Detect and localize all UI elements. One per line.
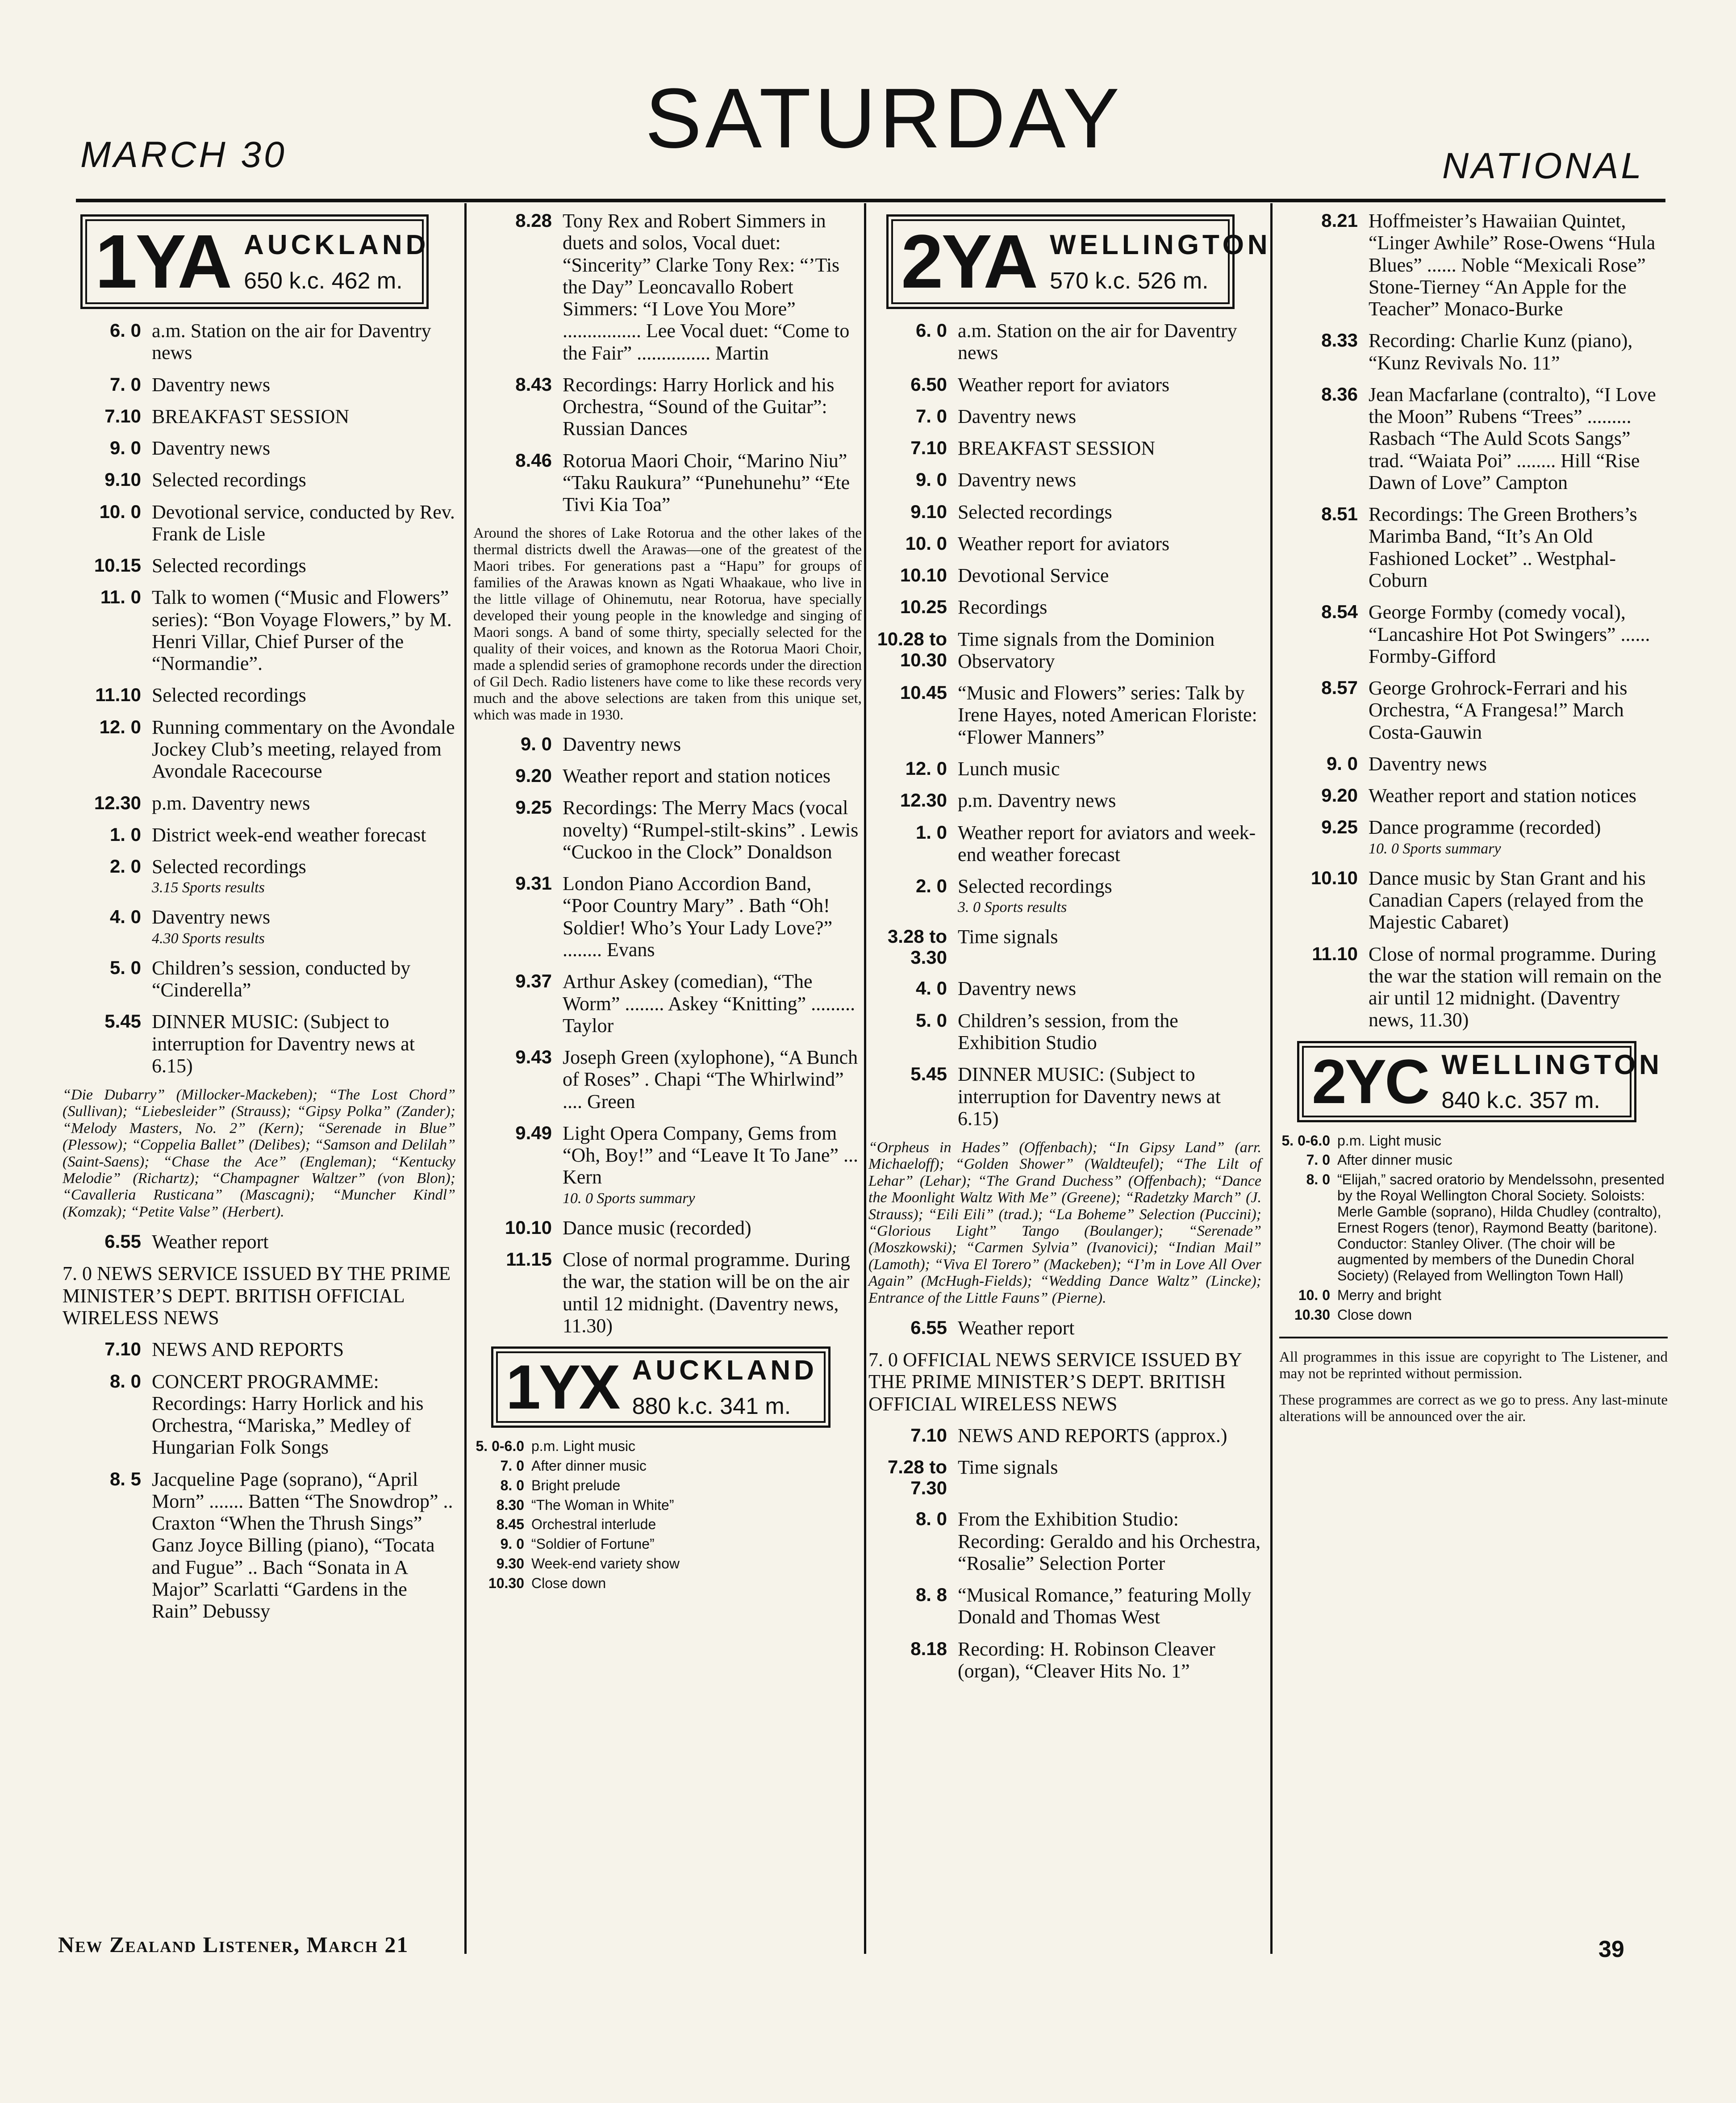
entry-time: 10.30 xyxy=(1294,1306,1330,1323)
entry-time: 9. 0 xyxy=(520,733,552,754)
entry-text: Time signals xyxy=(958,1456,1058,1479)
entry-time: 6. 0 xyxy=(915,320,947,341)
schedule-entry xyxy=(1279,601,1668,667)
entry-text: Joseph Green (xylophone), “A Bunch of Roses” . Chapi “The Whirlwind” .... Green xyxy=(563,1046,858,1112)
entry-time: 8.28 xyxy=(515,210,552,231)
schedule-entry xyxy=(868,437,1261,459)
schedule-list xyxy=(63,320,455,1077)
entry-time: 10. 0 xyxy=(1298,1287,1330,1304)
entry-text: “Music and Flowers” series: Talk by Irene Hayes, noted American Floriste: “Flower Manners” xyxy=(958,682,1257,748)
entry-text: George Formby (comedy vocal), “Lancashire Hot Pot Swingers” ...... Formby-Gifford xyxy=(1369,601,1650,667)
entry-text: Selected recordings xyxy=(152,555,306,577)
entry-text: Recording: Charlie Kunz (piano), “Kunz Revivals No. 11” xyxy=(1369,330,1633,374)
schedule-entry xyxy=(1279,753,1668,775)
schedule-entry xyxy=(63,501,455,545)
entry-text: Daventry news xyxy=(958,469,1077,491)
entry-time: 7. 0 xyxy=(1306,1152,1330,1168)
station-logo-1yx xyxy=(491,1346,830,1428)
station-frequency: 650 k.c. 462 m. xyxy=(244,268,403,294)
header-date: MARCH 30 xyxy=(80,134,287,175)
schedule-entry xyxy=(868,1425,1261,1447)
entry-time: 7.28 to 7.30 xyxy=(887,1456,947,1499)
entry-time: 11.10 xyxy=(1312,943,1358,964)
schedule-entry xyxy=(868,406,1261,427)
entry-time: 8.43 xyxy=(515,373,552,395)
entry-time: 10.10 xyxy=(505,1217,552,1238)
schedule-entry xyxy=(868,822,1261,866)
schedule-entry xyxy=(473,1046,862,1112)
schedule-entry xyxy=(1279,867,1668,933)
entry-time: 9.10 xyxy=(910,501,947,522)
schedule-list-3 xyxy=(63,1338,455,1622)
station-city: WELLINGTON xyxy=(1441,1049,1663,1080)
entry-text: Selected recordings 3. 0 Sports results xyxy=(958,875,1261,916)
entry-text: Selected recordings xyxy=(152,684,306,707)
entry-text: BREAKFAST SESSION xyxy=(152,405,350,427)
schedule-entry xyxy=(1279,1307,1668,1323)
entry-time: 9.20 xyxy=(1321,785,1358,806)
schedule-entry xyxy=(1279,677,1668,743)
entry-time: 9.25 xyxy=(1321,816,1358,838)
copyright-note: All programmes in this issue are copyright to The Listener, and may not be reprinted without permission. xyxy=(1279,1349,1668,1382)
entry-time: 10.10 xyxy=(1310,867,1358,888)
schedule-entry xyxy=(473,970,862,1037)
entry-time: 6.55 xyxy=(104,1231,141,1252)
entry-time: 7.10 xyxy=(104,1338,141,1360)
entry-time: 5.45 xyxy=(104,1011,141,1032)
entry-text: Talk to women (“Music and Flowers” series): “Bon Voyage Flowers,” by M. Henri Villar, Chief Purser of the “Normandie”. xyxy=(152,586,452,675)
schedule-entry xyxy=(1279,210,1668,320)
schedule-entry xyxy=(868,320,1261,364)
entry-text: Bright prelude xyxy=(531,1477,621,1493)
schedule-entry xyxy=(1279,785,1668,807)
schedule-list xyxy=(473,210,862,515)
schedule-entry xyxy=(473,797,862,863)
schedule-entry xyxy=(473,1438,862,1455)
schedule-entry xyxy=(1279,384,1668,493)
entry-time: 8.45 xyxy=(496,1516,524,1533)
entry-time: 7.10 xyxy=(910,1425,947,1446)
entry-text: Daventry news xyxy=(152,437,271,460)
entry-time: 9. 0 xyxy=(109,437,141,459)
schedule-entry xyxy=(868,790,1261,811)
entry-text: Hoffmeister’s Hawaiian Quintet, “Linger Awhile” Rose-Owens “Hula Blues” ...... Noble “Mexicali Rose” Stone-Tierney “An Apple for the Teacher” Monaco-Burke xyxy=(1369,210,1656,320)
entry-time: 10.25 xyxy=(900,596,947,618)
entry-time: 3.28 to 3.30 xyxy=(887,926,947,968)
schedule-entry xyxy=(473,1556,862,1572)
schedule-entry xyxy=(1279,503,1668,591)
schedule-list xyxy=(1279,210,1668,1031)
disclaimer-note: These programmes are correct as we go to press. Any last-minute alterations will be announced over the air. xyxy=(1279,1392,1668,1425)
schedule-entry xyxy=(473,1576,862,1592)
column-divider-2 xyxy=(864,203,866,1954)
schedule-entry xyxy=(868,469,1261,491)
dinner-music-list: “Orpheus in Hades” (Offenbach); “In Gipsy Land” (arr. Michaeloff); “Golden Shower” (Waldteufel); “The Lilt of Lehar” (Lehar); “The Grand Duchess” (Offenbach); “Dance the Moonlight Waltz With Me” (Greene); “Radetzky March” (J. Strauss); “Eili Eili” (trad.); “La Boheme” Selection (Puccini); “Glorious Light” Tango (Boulanger); “Serenade” (Moszkowski); “Carmen Sylvia” (Ivanovici); “Indian Mail” (Lamoth); “Viva El Torero” (Mackeben); “I’m in Love All Over Again” (McHugh-Fields); “Wedding Dance Waltz” (Lincke); Entrance of the Little Fauns” (Pierne). xyxy=(868,1139,1261,1306)
schedule-entry xyxy=(868,533,1261,555)
schedule-entry xyxy=(1279,1133,1668,1149)
entry-text: Light Opera Company, Gems from “Oh, Boy!” and “Leave It To Jane” ... Kern 10. 0 Sports summary xyxy=(563,1122,862,1207)
divider xyxy=(1279,1337,1668,1338)
entry-text: Selected recordings xyxy=(958,501,1112,523)
entry-time: 5. 0-6.0 xyxy=(1281,1132,1330,1149)
entry-time: 9.49 xyxy=(515,1122,552,1143)
schedule-list-2 xyxy=(868,1317,1261,1339)
entry-text: p.m. Daventry news xyxy=(152,792,310,814)
entry-text: District week-end weather forecast xyxy=(152,824,426,846)
column-2ya xyxy=(868,210,1271,1692)
schedule-entry xyxy=(63,586,455,674)
entry-text: George Grohrock-Ferrari and his Orchestra, “A Frangesa!” March Costa-Gauwin xyxy=(1369,677,1628,743)
entry-text: “The Woman in White” xyxy=(531,1497,674,1513)
entry-text: p.m. Light music xyxy=(1337,1132,1441,1149)
station-frequency: 570 k.c. 526 m. xyxy=(1050,268,1209,294)
entry-text: NEWS AND REPORTS (approx.) xyxy=(958,1425,1227,1447)
schedule-entry xyxy=(868,1638,1261,1682)
entry-text: NEWS AND REPORTS xyxy=(152,1338,344,1361)
entry-text: Close down xyxy=(1337,1306,1412,1323)
entry-text: Daventry news xyxy=(563,733,681,755)
entry-time: 5.45 xyxy=(910,1063,947,1085)
entry-time: 8.46 xyxy=(515,449,552,471)
station-call: 2YA xyxy=(901,219,1037,304)
schedule-list-2 xyxy=(63,1231,455,1253)
schedule-entry xyxy=(63,856,455,896)
entry-text: London Piano Accordion Band, “Poor Country Mary” . Bath “Oh! Soldier! Who’s Your Lady Love?” ........ Evans xyxy=(563,873,833,961)
news-service: 7. 0 OFFICIAL NEWS SERVICE ISSUED BY THE PRIME MINISTER’S DEPT. BRITISH OFFICIAL WIRELESS NEWS xyxy=(868,1349,1242,1415)
entry-text: BREAKFAST SESSION xyxy=(958,437,1156,460)
schedule-entry xyxy=(1279,1152,1668,1168)
station-city: AUCKLAND xyxy=(244,230,430,261)
schedule-entry xyxy=(63,1231,455,1253)
station-logo-2ya xyxy=(886,214,1271,309)
station-frequency: 840 k.c. 357 m. xyxy=(1441,1087,1600,1114)
entry-subnote: 10. 0 Sports summary xyxy=(563,1190,695,1207)
entry-time: 6.55 xyxy=(910,1317,947,1338)
entry-text: Dance music by Stan Grant and his Canadian Capers (relayed from the Majestic Cabaret) xyxy=(1369,867,1646,933)
schedule-entry xyxy=(63,406,455,427)
schedule-entry xyxy=(63,906,455,947)
schedule-entry xyxy=(63,1468,455,1622)
entry-time: 5. 0 xyxy=(109,957,141,978)
entry-time: 8.18 xyxy=(910,1638,947,1659)
schedule-entry xyxy=(868,596,1261,618)
header-day: SATURDAY xyxy=(645,71,1123,166)
schedule-entry xyxy=(1279,816,1668,857)
header-network: NATIONAL xyxy=(1442,146,1644,186)
column-divider-1 xyxy=(464,203,467,1954)
schedule-entry xyxy=(473,733,862,755)
station-logo-2yc xyxy=(1297,1041,1663,1122)
schedule-entry xyxy=(473,210,862,364)
entry-text: Weather report for aviators xyxy=(958,373,1170,396)
entry-text: Dance programme (recorded) 10. 0 Sports summary xyxy=(1369,816,1668,857)
column-4 xyxy=(1279,210,1668,1435)
entry-text: Recording: H. Robinson Cleaver (organ), “Cleaver Hits No. 1” xyxy=(958,1638,1215,1682)
entry-time: 6.50 xyxy=(910,373,947,395)
entry-text: DINNER MUSIC: (Subject to interruption for Daventry news at 6.15) xyxy=(958,1063,1221,1129)
entry-text: Daventry news xyxy=(958,978,1077,1000)
schedule-list xyxy=(868,320,1261,1129)
entry-text: Dance music (recorded) xyxy=(563,1217,751,1239)
entry-text: Running commentary on the Avondale Jockey Club’s meeting, relayed from Avondale Racecourse xyxy=(152,716,455,782)
entry-time: 9.10 xyxy=(104,469,141,490)
entry-time: 8.54 xyxy=(1321,601,1358,623)
schedule-entry xyxy=(473,873,862,961)
schedule-entry xyxy=(63,1371,455,1459)
entry-text: Selected recordings 3.15 Sports results xyxy=(152,856,455,896)
small-schedule xyxy=(473,1438,862,1592)
entry-time: 6. 0 xyxy=(109,320,141,341)
entry-time: 8.36 xyxy=(1321,383,1358,405)
entry-text: Orchestral interlude xyxy=(531,1516,656,1533)
entry-text: Weather report xyxy=(152,1231,269,1253)
entry-text: Weather report and station notices xyxy=(563,765,831,787)
schedule-entry xyxy=(63,957,455,1001)
entry-time: 10.30 xyxy=(488,1575,524,1591)
schedule-entry xyxy=(473,450,862,516)
entry-text: After dinner music xyxy=(1337,1152,1452,1168)
schedule-entry xyxy=(868,875,1261,916)
entry-time: 7.10 xyxy=(104,405,141,426)
entry-text: Devotional Service xyxy=(958,564,1109,587)
entry-text: Time signals from the Dominion Observatory xyxy=(958,628,1215,672)
entry-time: 9.25 xyxy=(515,797,552,818)
entry-time: 8.21 xyxy=(1321,210,1358,231)
entry-time: 7.10 xyxy=(910,437,947,459)
entry-time: 5. 0-6.0 xyxy=(476,1438,524,1455)
schedule-entry xyxy=(63,716,455,782)
entry-text: “Musical Romance,” featuring Molly Donald and Thomas West xyxy=(958,1584,1252,1628)
entry-text: Children’s session, conducted by “Cinderella” xyxy=(152,957,411,1001)
schedule-entry xyxy=(473,1458,862,1474)
schedule-entry xyxy=(868,564,1261,586)
schedule-list-3 xyxy=(868,1425,1261,1682)
entry-text: From the Exhibition Studio: Recording: Geraldo and his Orchestra, “Rosalie” Selection Porter xyxy=(958,1508,1261,1574)
entry-time: 8.57 xyxy=(1321,677,1358,698)
footer-page-number: 39 xyxy=(1598,1936,1624,1962)
entry-text: Daventry news xyxy=(1369,753,1487,775)
column-divider-3 xyxy=(1270,203,1273,1954)
entry-subnote: 3. 0 Sports results xyxy=(958,899,1067,916)
schedule-list-2 xyxy=(473,733,862,1337)
entry-text: After dinner music xyxy=(531,1457,647,1474)
top-rule xyxy=(76,199,1665,202)
dinner-music-list: “Die Dubarry” (Millocker-Mackeben); “The Lost Chord” (Sullivan); “Liebesleider” (Strauss); “Gipsy Polka” (Zander); “Melody Masters, No. 2” (Kern); “Serenade in Blue” (Plessow); “Coppelia Ballet” (Delibes); “Samson and Delilah” (Saint-Saens); “Chase the Ace” (Engleman); “Kentucky Melodie” (Richartz); “Champagner Waltzer” (von Blon); “Cavalleria Rusticana” (Mascagni); “Muncher Kindl” (Komzak); “Petite Valse” (Herbert). xyxy=(63,1087,455,1220)
entry-text: Recordings: The Green Brothers’s Marimba Band, “It’s An Old Fashioned Locket” .. Westphal-Coburn xyxy=(1369,503,1637,591)
entry-time: 10.45 xyxy=(900,682,947,703)
entry-text: Jacqueline Page (soprano), “April Morn” ....... Batten “The Snowdrop” .. Craxton “When the Thrush Sings” Ganz Joyce Billing (piano), “Tocata and Fugue” .. Bach “Sonata in A Major” Scarlatti “Gardens in the Rain” Debussy xyxy=(152,1468,453,1622)
station-city: WELLINGTON xyxy=(1050,230,1271,261)
entry-time: 2. 0 xyxy=(915,875,947,897)
entry-text: Daventry news xyxy=(152,373,271,396)
entry-time: 1. 0 xyxy=(109,824,141,845)
entry-time: 9. 0 xyxy=(1326,753,1358,774)
entry-time: 9.43 xyxy=(515,1046,552,1068)
schedule-entry xyxy=(63,469,455,491)
entry-text: Weather report for aviators and week-end weather forecast xyxy=(958,821,1256,865)
entry-text: a.m. Station on the air for Daventry news xyxy=(958,320,1237,364)
entry-text: Recordings: Harry Horlick and his Orchestra, “Sound of the Guitar”: Russian Dances xyxy=(563,373,835,440)
entry-time: 9. 0 xyxy=(915,469,947,490)
schedule-entry xyxy=(473,1217,862,1239)
entry-text: Selected recordings xyxy=(152,469,306,491)
entry-time: 10. 0 xyxy=(99,501,141,522)
footer-source: New Zealand Listener, March 21 xyxy=(58,1932,409,1957)
entry-time: 10.10 xyxy=(900,564,947,586)
schedule-entry xyxy=(63,374,455,396)
schedule-entry xyxy=(473,1517,862,1533)
entry-time: 7. 0 xyxy=(500,1457,524,1474)
entry-time: 12. 0 xyxy=(99,716,141,737)
station-city: AUCKLAND xyxy=(632,1355,818,1386)
schedule-entry xyxy=(1279,1288,1668,1304)
entry-time: 10. 0 xyxy=(905,532,947,554)
schedule-entry xyxy=(473,765,862,787)
schedule-entry xyxy=(63,437,455,459)
entry-time: 12. 0 xyxy=(905,757,947,779)
entry-time: 8.30 xyxy=(496,1497,524,1513)
entry-subnote: 3.15 Sports results xyxy=(152,879,265,896)
entry-time: 4. 0 xyxy=(109,906,141,928)
entry-time: 9.20 xyxy=(515,765,552,786)
entry-time: 8. 5 xyxy=(109,1468,141,1489)
entry-text: Jean Macfarlane (contralto), “I Love the Moon” Rubens “Trees” ......... Rasbach “The Auld Scots Sangs” trad. “Waiata Poi” ........ Hill “Rise Dawn of Love” Campton xyxy=(1369,383,1656,493)
schedule-entry xyxy=(473,1497,862,1513)
entry-time: 7. 0 xyxy=(109,373,141,395)
entry-text: Merry and bright xyxy=(1337,1287,1441,1304)
entry-time: 11.15 xyxy=(506,1249,552,1270)
schedule-entry xyxy=(868,926,1261,968)
schedule-entry xyxy=(63,792,455,814)
entry-text: Tony Rex and Robert Simmers in duets and solos, Vocal duet: “Sincerity” Clarke Tony Rex: “’Tis the Day” Leoncavallo Robert Simmers: “I Love You More” ................ Lee Vocal duet: “Come to the Fair” ............... Martin xyxy=(563,210,850,364)
entry-text: Weather report and station notices xyxy=(1369,785,1637,807)
entry-text: DINNER MUSIC: (Subject to interruption for Daventry news at 6.15) xyxy=(152,1011,415,1077)
schedule-entry xyxy=(868,501,1261,523)
entry-time: 4. 0 xyxy=(915,978,947,999)
schedule-entry xyxy=(868,758,1261,780)
entry-time: 8. 8 xyxy=(915,1584,947,1605)
entry-time: 11. 0 xyxy=(100,586,141,608)
entry-time: 12.30 xyxy=(900,790,947,811)
schedule-entry xyxy=(473,1249,862,1337)
schedule-entry xyxy=(63,320,455,364)
entry-subnote: 10. 0 Sports summary xyxy=(1369,840,1501,857)
entry-text: “Soldier of Fortune” xyxy=(531,1536,655,1552)
entry-text: Recordings xyxy=(958,596,1047,619)
entry-time: 5. 0 xyxy=(915,1009,947,1031)
entry-text: Daventry news xyxy=(958,405,1077,427)
entry-time: 8. 0 xyxy=(500,1477,524,1493)
entry-time: 2. 0 xyxy=(109,856,141,877)
entry-text: Daventry news 4.30 Sports results xyxy=(152,906,455,947)
entry-time: 7. 0 xyxy=(915,405,947,426)
entry-text: Recordings: The Merry Macs (vocal novelty) “Rumpel-stilt-skins” . Lewis “Cuckoo in the Clock” Donaldson xyxy=(563,797,859,863)
entry-text: p.m. Daventry news xyxy=(958,790,1116,812)
entry-text: CONCERT PROGRAMME: Recordings: Harry Horlick and his Orchestra, “Mariska,” Medley of Hungarian Folk Songs xyxy=(152,1370,424,1459)
entry-text: Arthur Askey (comedian), “The Worm” ........ Askey “Knitting” ......... Taylor xyxy=(563,970,855,1037)
entry-time: 8. 0 xyxy=(1306,1171,1330,1188)
small-schedule xyxy=(1279,1133,1668,1323)
entry-time: 11.10 xyxy=(95,684,141,706)
schedule-entry xyxy=(868,1584,1261,1628)
entry-time: 9.31 xyxy=(515,873,552,894)
schedule-entry xyxy=(1279,1172,1668,1284)
entry-text: Rotorua Maori Choir, “Marino Niu” “Taku Raukura” “Punehunehu” “Ete Tivi Kia Toa” xyxy=(563,449,850,516)
entry-subnote: 4.30 Sports results xyxy=(152,930,265,947)
schedule-entry xyxy=(868,682,1261,748)
schedule-entry xyxy=(63,1011,455,1077)
station-logo-1ya xyxy=(80,214,429,309)
entry-time: 10.15 xyxy=(94,555,141,576)
entry-text: Week-end variety show xyxy=(531,1555,680,1572)
entry-time: 10.28 to 10.30 xyxy=(877,628,947,670)
entry-text: Time signals xyxy=(958,926,1058,948)
schedule-entry xyxy=(868,628,1261,673)
station-call: 1YA xyxy=(95,219,231,304)
entry-text: “Elijah,” sacred oratorio by Mendelssohn, presented by the Royal Wellington Choral Society. Soloists: Merle Gamble (soprano), Hilda Chudley (contralto), Ernest Rogers (tenor), Raymond Beatty (baritone). Conductor: Stanley Oliver. (The choir will be augmented by members of the Dunedin Choral Society) (Relayed from Wellington Town Hall) xyxy=(1337,1171,1665,1284)
schedule-entry xyxy=(868,1317,1261,1339)
station-call: 1YX xyxy=(506,1352,619,1422)
entry-time: 8. 0 xyxy=(915,1508,947,1530)
entry-time: 8.51 xyxy=(1321,503,1358,525)
entry-text: p.m. Light music xyxy=(531,1438,635,1455)
schedule-entry xyxy=(473,1536,862,1552)
schedule-entry xyxy=(473,1122,862,1207)
entry-text: Weather report for aviators xyxy=(958,532,1170,555)
entry-text: Close of normal programme. During the war, the station will be on the air until 12 midnight. (Daventry news, 11.30) xyxy=(563,1249,850,1337)
schedule-entry xyxy=(868,1456,1261,1498)
entry-time: 9.30 xyxy=(496,1555,524,1572)
entry-text: Close of normal programme. During the war the station will remain on the air until 12 midnight. (Daventry news, 11.30) xyxy=(1369,943,1662,1031)
schedule-entry xyxy=(868,1010,1261,1054)
schedule-entry xyxy=(63,555,455,577)
schedule-entry xyxy=(63,684,455,706)
maori-choir-note: Around the shores of Lake Rotorua and the other lakes of the thermal districts dwell the Arawas—one of the greatest of the Maori tribes. For generations past a “Hapu” for groups of families of the Arawas known as Ngati Whaakaue, who live in the little village of Ohinemutu, near Rotorua, have specially developed their young people in the knowledge and singing of Maori songs. A band of some thirty, specially selected for the quality of their voices, and known as the Rotorua Maori Choir, made a splendid series of gramophone records under the direction of Gil Dech. Radio listeners have come to like these records very much and the above selections are taken from this unique set, which was made in 1930. xyxy=(473,525,862,723)
entry-time: 1. 0 xyxy=(915,821,947,843)
schedule-entry xyxy=(868,978,1261,999)
schedule-entry xyxy=(473,374,862,440)
schedule-entry xyxy=(1279,943,1668,1031)
entry-text: Devotional service, conducted by Rev. Frank de Lisle xyxy=(152,501,455,545)
column-1yx xyxy=(63,210,455,1632)
schedule-entry xyxy=(868,1508,1261,1574)
entry-text: Lunch music xyxy=(958,757,1060,780)
station-call: 2YC xyxy=(1312,1046,1428,1116)
schedule-entry xyxy=(1279,330,1668,374)
entry-time: 9. 0 xyxy=(500,1536,524,1552)
entry-text: Children’s session, from the Exhibition Studio xyxy=(958,1009,1178,1054)
entry-time: 12.30 xyxy=(94,792,141,813)
column-2 xyxy=(473,210,862,1595)
entry-time: 8.33 xyxy=(1321,330,1358,351)
entry-time: 9.37 xyxy=(515,970,552,992)
news-service: 7. 0 NEWS SERVICE ISSUED BY THE PRIME MINISTER’S DEPT. BRITISH OFFICIAL WIRELESS NEWS xyxy=(63,1263,451,1329)
entry-text: Weather report xyxy=(958,1317,1075,1339)
entry-time: 8. 0 xyxy=(109,1370,141,1392)
entry-text: Close down xyxy=(531,1575,606,1591)
schedule-entry xyxy=(63,1338,455,1360)
schedule-entry xyxy=(63,824,455,846)
schedule-entry xyxy=(473,1478,862,1494)
schedule-entry xyxy=(868,1063,1261,1129)
schedule-entry xyxy=(868,374,1261,396)
station-frequency: 880 k.c. 341 m. xyxy=(632,1393,791,1419)
entry-text: a.m. Station on the air for Daventry news xyxy=(152,320,431,364)
